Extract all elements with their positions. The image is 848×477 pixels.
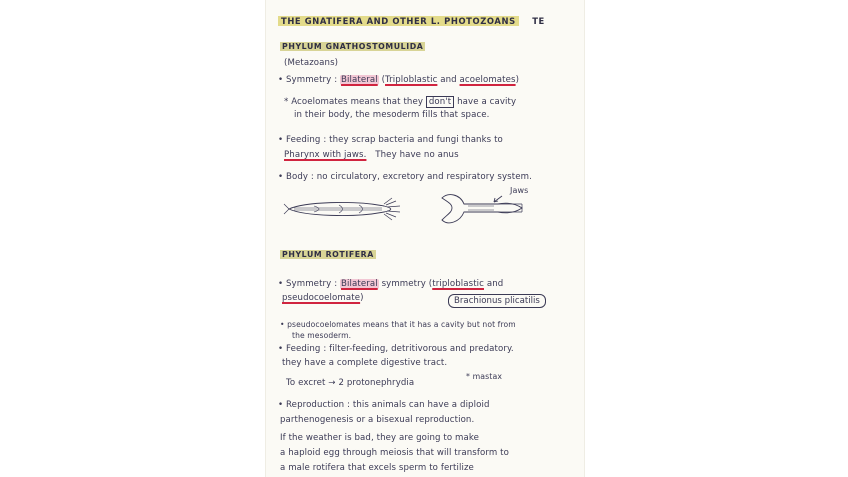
acoel-text-a: * Acoelomates means that they <box>284 97 424 107</box>
symmetry-line <box>278 75 519 85</box>
phylum-heading-rotifera <box>280 250 376 259</box>
acoel-text-b: have a cavity <box>457 97 517 107</box>
species-label-box: Brachionus plicatilis <box>448 294 546 308</box>
gnathostomulid-sketch <box>284 194 414 224</box>
acoelomates-definition-1 <box>284 97 516 107</box>
body-line: • Body : no circulatory, excretory and respiratory system. <box>278 172 532 182</box>
rotifera-symmetry-label: • Symmetry : <box>278 279 338 289</box>
rotifera-symmetry-line <box>278 279 503 289</box>
symmetry-acoelomates: acoelomates <box>459 75 516 85</box>
pseudo-close: ) <box>360 293 364 303</box>
reproduction-2: parthenogenesis or a bisexual reproduction. <box>280 415 475 425</box>
metazoans-note: (Metazoans) <box>284 58 339 68</box>
phylum-heading-text: PHYLUM GNATHOSTOMULIDA <box>282 42 424 51</box>
excretion-line: To excret → 2 protonephrydia <box>286 378 415 388</box>
pseudo-definition-1: • pseudocoelomates means that it has a cavity but not from <box>280 320 516 329</box>
symmetry-triploblastic: Triploblastic <box>385 75 438 85</box>
feeding-line-2 <box>284 150 459 160</box>
symmetry-bilateral: Bilateral <box>341 75 378 85</box>
jaws-label: Jaws <box>510 186 529 195</box>
rotifera-feeding-2: they have a complete digestive tract. <box>282 358 448 368</box>
notebook-page <box>266 0 584 477</box>
rotifera-triploblastic: triploblastic <box>432 279 484 289</box>
rotifera-feeding-1: • Feeding : filter-feeding, detritivorous and predatory. <box>278 344 514 354</box>
pseudocoelomate-line <box>282 293 364 303</box>
rotifera-bilateral: Bilateral <box>341 279 378 289</box>
acoelomates-definition-2: in their body, the mesoderm fills that space. <box>294 110 490 120</box>
paren-close: ) <box>515 75 520 85</box>
page-title <box>278 16 545 26</box>
dont-boxed: don't <box>426 96 454 108</box>
reproduction-3: If the weather is bad, they are going to make <box>280 433 480 443</box>
no-anus-text: They have no anus <box>375 150 459 160</box>
reproduction-5: a male rotifera that excels sperm to fertilize <box>280 463 474 473</box>
phylum-heading-gnathostomulida <box>280 42 425 51</box>
reproduction-4: a haploid egg through meiosis that will transform to <box>280 448 509 458</box>
pseudocoelomate-term: pseudocoelomate <box>282 293 361 303</box>
paren-open: ( <box>381 75 386 85</box>
symmetry-label: • Symmetry : <box>278 75 338 85</box>
phylum-rotifera-text: PHYLUM ROTIFERA <box>282 250 374 259</box>
mastax-note: * mastax <box>466 372 503 381</box>
pseudo-definition-2: the mesoderm. <box>292 331 352 340</box>
symmetry-and: and <box>440 75 457 85</box>
feeding-line-1: • Feeding : they scrap bacteria and fungi thanks to <box>278 135 503 145</box>
reproduction-1: • Reproduction : this animals can have a diploid <box>278 400 490 410</box>
pharynx-with-jaws: Pharynx with jaws. <box>284 150 367 160</box>
jaws-sketch <box>438 190 528 230</box>
rotifera-and: and <box>486 279 504 289</box>
title-text: THE GNATIFERA AND OTHER L. PHOTOZOANS <box>278 16 519 26</box>
rotifera-symmetry-rest: symmetry ( <box>381 279 433 289</box>
page-marker: TE <box>532 16 545 26</box>
